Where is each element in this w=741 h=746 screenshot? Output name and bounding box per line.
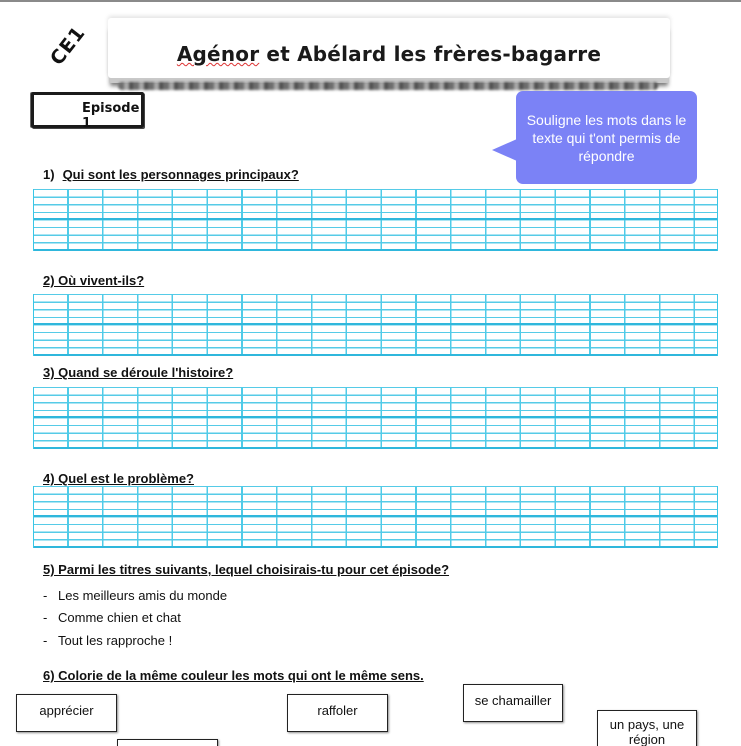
word-box-raffoler[interactable]: raffoler — [287, 694, 388, 732]
word-box-partial[interactable] — [117, 739, 218, 746]
choice-dash: - — [43, 610, 48, 626]
choice-dash: - — [43, 587, 48, 603]
title-choice[interactable] — [43, 629, 227, 652]
answer-grid-4[interactable] — [33, 486, 718, 548]
title-choice[interactable] — [43, 607, 227, 630]
question-4: 4) Quel est le problème? — [43, 471, 194, 486]
title-banner — [108, 18, 670, 78]
episode-label: Episode 1 — [31, 92, 144, 128]
choice-label: Tout les rapproche ! — [58, 632, 173, 648]
answer-grid-3[interactable] — [33, 387, 718, 449]
title-choice-list — [43, 584, 227, 652]
question-3: 3) Quand se déroule l'histoire? — [43, 365, 234, 380]
level-stamp: CE1 — [46, 21, 90, 70]
top-rule — [0, 0, 741, 2]
question-6: 6) Colorie de la même couleur les mots qui ont le même sens. — [43, 668, 424, 683]
question-1-text: Qui sont les personnages principaux? — [62, 167, 299, 182]
word-box-un-pays[interactable]: un pays, une région — [597, 710, 697, 746]
worksheet-title — [108, 42, 670, 66]
title-misspelled-word: Agénor — [176, 42, 260, 66]
choice-label: Comme chien et chat — [58, 610, 181, 626]
choice-label: Les meilleurs amis du monde — [58, 587, 228, 603]
answer-grid-2[interactable] — [33, 294, 718, 356]
word-box-se-chamailler[interactable]: se chamailler — [463, 684, 563, 722]
title-choice[interactable] — [43, 584, 227, 607]
answer-grid-1[interactable] — [33, 189, 718, 251]
word-box-apprecier[interactable]: apprécier — [16, 694, 117, 732]
question-5: 5) Parmi les titres suivants, lequel choisirais-tu pour cet épisode? — [43, 562, 450, 577]
question-1-number: 1) — [43, 167, 55, 182]
tip-callout: Souligne les mots dans le texte qui t'ont permis de répondre — [516, 91, 697, 184]
title-rest: et Abélard les frères-bagarre — [259, 42, 602, 66]
choice-dash: - — [43, 632, 48, 648]
question-1 — [43, 167, 299, 182]
question-2: 2) Où vivent-ils? — [43, 273, 145, 288]
